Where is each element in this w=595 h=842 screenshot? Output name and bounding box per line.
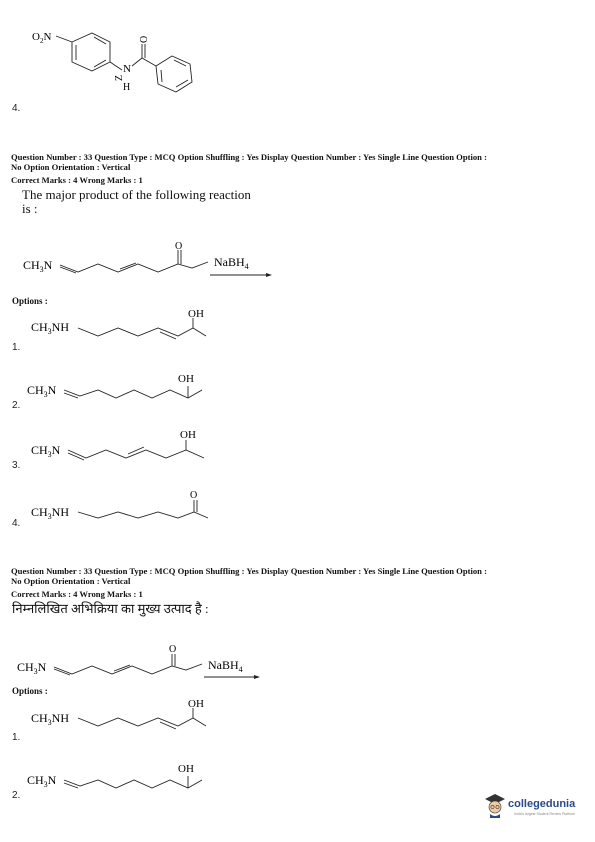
nitro-benzanilide-structure [20, 20, 250, 100]
oh-label: OH [178, 763, 194, 775]
oh-label: OH [188, 308, 204, 320]
reactant-o: O [175, 241, 183, 252]
top-structure [20, 20, 250, 100]
q1-question-line2: is : [22, 201, 38, 216]
option-left-label: $CH_3N$ [27, 773, 57, 789]
collegedunia-logo [484, 792, 588, 824]
q1-options-label: Options : [12, 296, 48, 306]
q2-option-1-number: 1. [12, 732, 21, 743]
option-left-label: $CH_3NH$ [31, 505, 70, 521]
graduate-icon [484, 792, 506, 818]
option-number-4: 4. [12, 103, 21, 114]
q1-question-line1: The major product of the following reaction [22, 187, 251, 202]
q1-option-3-number: 3. [12, 460, 21, 471]
q1-option-1[interactable] [28, 306, 228, 346]
oh-label: OH [180, 429, 196, 441]
q2-reaction [14, 642, 274, 684]
no2-label: $O_2N$ [32, 31, 52, 45]
option-left-label: $CH_3NH$ [31, 320, 70, 336]
reagent-label: NaBH$_4$ [214, 255, 249, 271]
carbonyl-o: O [139, 35, 150, 43]
q1-option-2[interactable] [24, 366, 224, 406]
q2-option-2-number: 2. [12, 790, 21, 801]
q2-header-line1: Question Number : 33 Question Type : MCQ Option Shuffling : Yes Display Question Number : Yes Single Line Question Option : [11, 566, 487, 576]
q1-marks: Correct Marks : 4 Wrong Marks : 1 [11, 175, 143, 185]
option-left-label: $CH_3N$ [31, 443, 61, 459]
o-label: O [190, 490, 198, 501]
q2-options-label: Options : [12, 686, 48, 696]
reactant-label: $CH_3N$ [23, 258, 53, 274]
n-atom: N [123, 63, 131, 75]
q1-option-1-number: 1. [12, 342, 21, 353]
q1-header-line1: Question Number : 33 Question Type : MCQ Option Shuffling : Yes Display Question Number : Yes Single Line Question Option : [11, 152, 487, 162]
logo-name: collegedunia [508, 798, 576, 810]
q2-marks: Correct Marks : 4 Wrong Marks : 1 [11, 589, 143, 599]
q2-header-line2: No Option Orientation : Vertical [11, 576, 131, 586]
option-left-label: $CH_3N$ [27, 383, 57, 399]
q1-option-3[interactable] [28, 428, 228, 468]
q2-question: निम्नलिखित अभिक्रिया का मुख्य उत्पाद है : [12, 601, 209, 616]
q2-option-2[interactable] [24, 756, 224, 796]
logo-tagline: India's largest Student Review Platform [514, 812, 575, 816]
oh-label: OH [188, 698, 204, 710]
q1-option-2-number: 2. [12, 400, 21, 411]
q1-option-4-number: 4. [12, 518, 21, 529]
q1-option-4[interactable] [28, 486, 228, 526]
z-atom: Z [114, 74, 125, 81]
h-atom: H [123, 82, 131, 93]
oh-label: OH [178, 373, 194, 385]
q2-option-1[interactable] [28, 696, 228, 736]
reagent-label: NaBH$_4$ [208, 658, 243, 674]
option-left-label: $CH_3NH$ [31, 711, 70, 727]
q1-reaction [20, 238, 280, 280]
q1-header-line2: No Option Orientation : Vertical [11, 162, 131, 172]
reactant-label: $CH_3N$ [17, 660, 47, 676]
reactant-o: O [169, 644, 177, 655]
